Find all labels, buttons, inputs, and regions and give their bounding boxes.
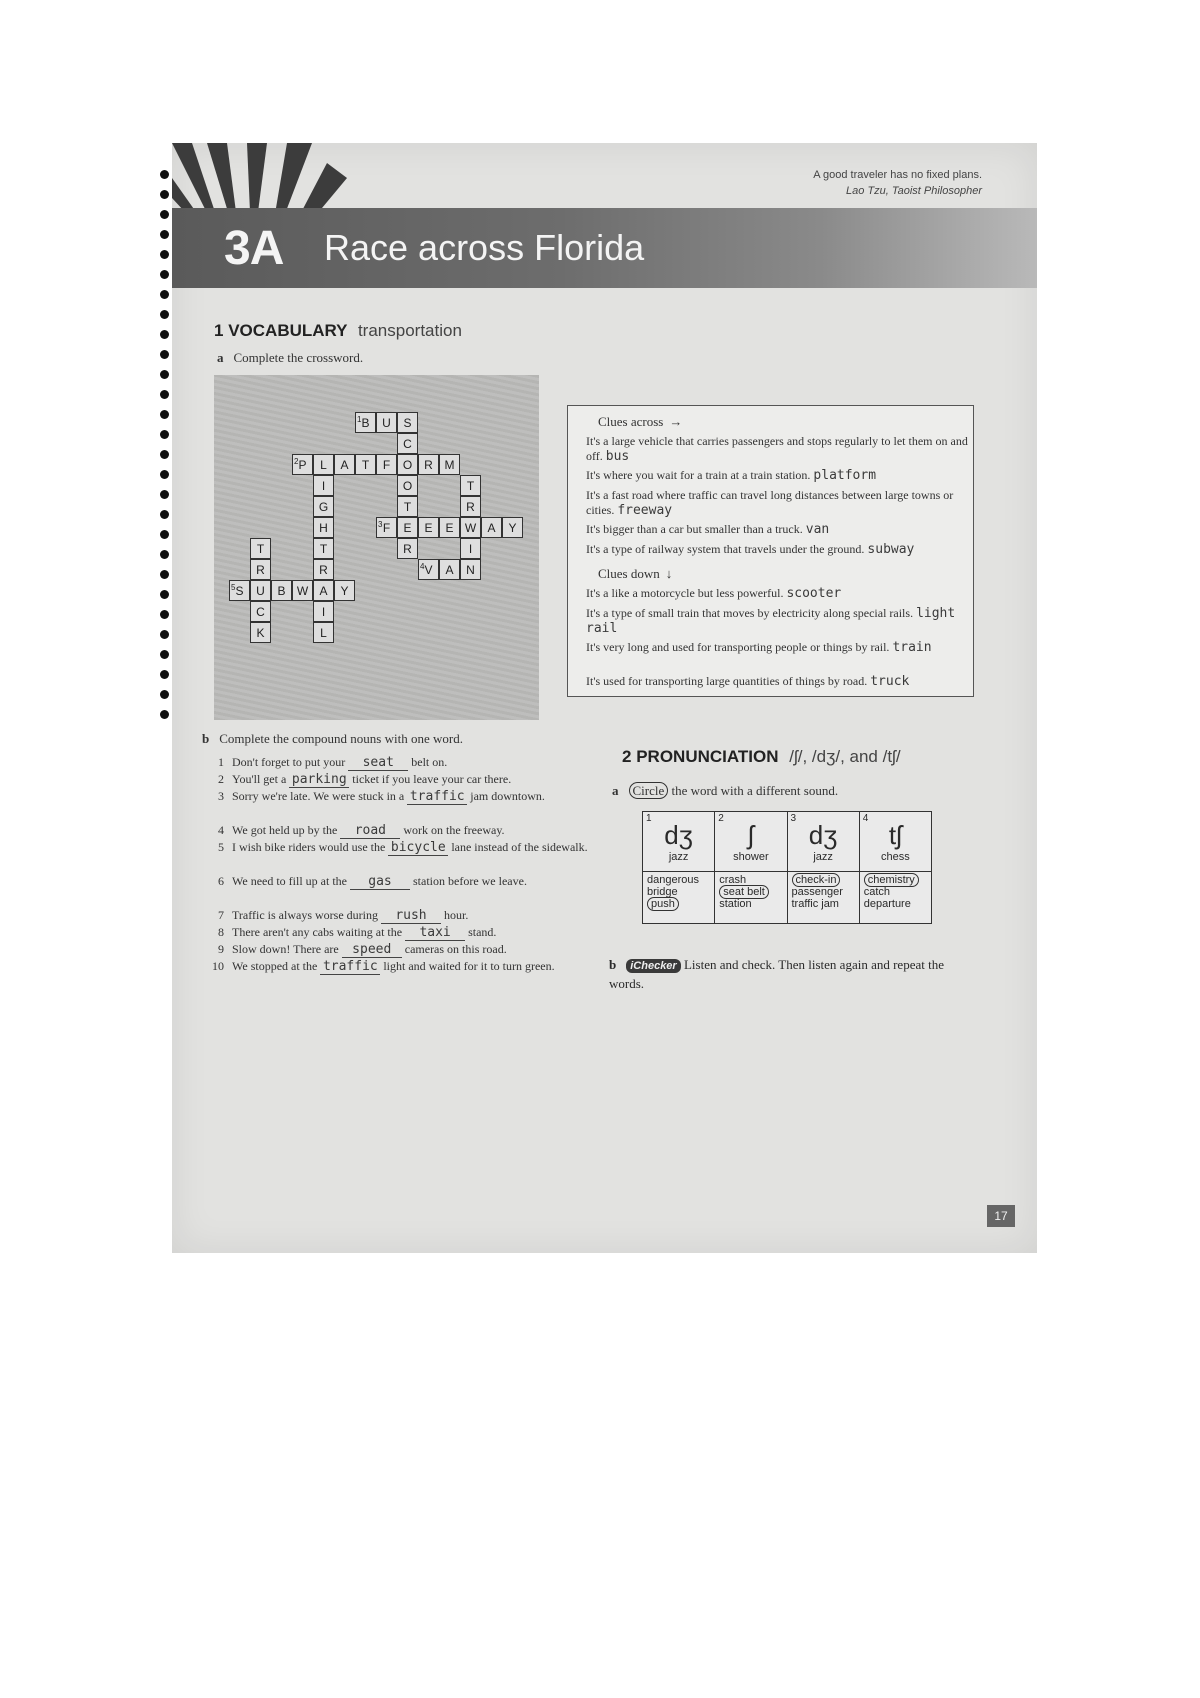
word-choice-cell [643,872,715,924]
arrow-down-icon: ↓ [665,566,673,581]
crossword-cell[interactable] [229,580,250,601]
unit-title: Race across Florida [324,227,645,268]
spiral-ring [160,690,169,699]
crossword-letter: M [444,458,455,472]
crossword-cell[interactable] [376,412,397,433]
crossword-letter: I [321,605,326,619]
item-text-before: We stopped at the [232,959,318,973]
crossword-letter: T [403,500,412,514]
pronunciation-table [642,811,932,924]
crossword-letter: E [403,521,412,535]
vocab-heading [214,321,462,341]
crossword-letter: V [424,563,433,577]
compound-item [202,789,592,805]
clue-text: It's a type of small train that moves by electricity along special rails. [586,606,914,620]
spiral-ring [160,430,169,439]
item-text-after: belt on. [411,755,448,769]
clue-down [586,674,971,689]
crossword-letter: A [340,458,349,472]
crossword-clue-number: 1 [357,415,362,424]
spiral-ring [160,350,169,359]
clue-answer-handwritten[interactable]: truck [870,674,910,689]
vocab-b-instruction [202,731,463,747]
item-text-after: jam downtown. [470,789,545,803]
clue-answer-handwritten[interactable]: van [805,522,830,537]
compound-item [202,772,592,788]
spiral-ring [160,330,169,339]
item-text-after: station before we leave. [413,874,527,888]
clue-down [586,640,971,655]
crossword-letter: C [403,437,412,451]
item-text-after: cameras on this road. [404,942,507,956]
crossword-cell[interactable] [397,412,418,433]
compound-item [202,874,592,890]
item-text-after: ticket if you leave your car there. [352,772,512,786]
item-text-before: We need to fill up at the [232,874,347,888]
crossword-letter: L [320,626,327,640]
pron-title: PRONUNCIATION [636,747,779,766]
clue-text: It's a like a motorcycle but less powerful. [586,586,784,600]
item-number: 3 [218,789,224,803]
spiral-ring [160,290,169,299]
crossword-letter: O [402,458,413,472]
clue-across [586,522,971,537]
spiral-ring [160,250,169,259]
crossword-letter: I [321,479,326,493]
crossword-letter: F [382,521,391,535]
sound-cell [787,812,859,872]
item-answer-blank[interactable]: traffic [407,789,467,805]
crossword-cell[interactable] [250,559,271,580]
item-text-before: I wish bike riders would use the [232,840,386,854]
compound-item [202,823,592,839]
crossword-letter: Y [508,521,517,535]
item-text-before: Sorry we're late. We were stuck in a [232,789,405,803]
item-number: 1 [218,755,224,769]
spiral-ring [160,610,169,619]
item-answer-blank[interactable]: bicycle [388,840,448,856]
crossword-letter: S [403,416,412,430]
sound-cell [643,812,715,872]
crossword-letter: K [256,626,265,640]
crossword-cell[interactable] [292,580,313,601]
crossword-letter: A [319,584,328,598]
crossword-letter: A [445,563,454,577]
clue-text: It's a fast road where traffic can travel long distances between large towns or cities. [586,488,954,517]
crossword-letter: R [424,458,433,472]
clue-answer-handwritten[interactable]: subway [867,542,915,557]
word-choice[interactable]: departure [863,898,911,910]
clue-down [586,586,971,601]
item-number: 6 [218,874,224,888]
compound-item [202,840,592,856]
crossword-cell[interactable] [334,580,355,601]
spiral-ring [160,410,169,419]
crossword-letter: R [466,500,475,514]
spiral-ring [160,510,169,519]
clue-text: It's used for transporting large quantities of things by road. [586,674,868,688]
clue-across [586,434,971,464]
sound-number: 3 [790,813,797,824]
clue-down [586,606,971,636]
word-choice[interactable]: seat belt [719,885,769,899]
word-choice-cell [715,872,787,924]
workbook-page [172,143,1037,1253]
pron-b-instruction [609,956,949,992]
compound-item [202,908,592,924]
pron-b-letter: b [609,957,617,972]
clue-answer-handwritten[interactable]: bus [605,449,630,464]
spiral-ring [160,390,169,399]
sound-cell [715,812,787,872]
crossword-cell[interactable] [418,454,439,475]
spiral-ring [160,190,169,199]
item-answer-blank[interactable]: traffic [320,959,380,975]
crossword-letter: U [256,584,265,598]
spiral-ring [160,450,169,459]
clue-text: It's very long and used for transporting people or things by rail. [586,640,890,654]
item-text-before: You'll get a [232,772,287,786]
item-text-after: stand. [468,925,497,939]
item-answer-blank[interactable]: parking [289,772,349,788]
sound-number: 2 [718,813,724,824]
crossword-letter: Y [340,584,349,598]
crossword-cell[interactable] [313,601,334,622]
clues-down-label: Clues down [598,566,660,581]
spiral-ring [160,590,169,599]
crossword-letter: N [466,563,475,577]
spiral-ring [160,670,169,679]
word-choice-cell [859,872,931,924]
word-choice[interactable]: push [647,897,679,911]
item-answer-blank[interactable]: seat [348,755,408,771]
crossword-letter: R [319,563,328,577]
item-number: 10 [212,959,224,973]
compound-item [202,925,592,941]
crossword-cell[interactable] [460,559,481,580]
clue-text: It's where you wait for a train at a train station. [586,468,811,482]
crossword-letter: R [256,563,265,577]
crossword-letter: B [277,584,286,598]
word-choice[interactable]: bridge [647,886,678,898]
word-choice[interactable]: chemistry [864,873,919,887]
crossword-cell[interactable] [250,622,271,643]
pron-b-text: Listen and check. Then listen again and repeat the words. [609,957,944,991]
crossword-cell[interactable] [397,475,418,496]
crossword-letter: I [468,542,473,556]
crossword-clue-number: 2 [294,457,299,466]
crossword-letter: C [256,605,265,619]
pron-subtitle: /ʃ/, /dʒ/, and /tʃ/ [789,747,901,766]
word-choice[interactable]: catch [863,886,891,898]
crossword-cell[interactable] [313,517,334,538]
phonetic-symbol: dʒ [808,820,838,850]
clue-across [586,542,971,557]
word-choice[interactable]: dangerous [647,874,699,886]
compound-item [202,959,592,975]
crossword-cell[interactable] [439,559,460,580]
crossword-letter: O [402,479,413,493]
spiral-ring [160,170,169,179]
vocab-b-text: Complete the compound nouns with one word. [219,731,463,746]
crossword-cell[interactable] [313,538,334,559]
sound-keyword: shower [733,851,769,863]
crossword-cell[interactable] [334,454,355,475]
clues-down-heading [598,566,672,582]
crossword-cell[interactable] [460,475,481,496]
clues-box [567,405,974,697]
crossword-clue-number: 3 [378,520,383,529]
spiral-ring [160,270,169,279]
vocab-a-text: Complete the crossword. [233,350,364,365]
crossword-cell[interactable] [397,496,418,517]
crossword-letter: E [445,521,454,535]
item-number: 5 [218,840,224,854]
crossword-cell[interactable] [292,454,313,475]
item-text-after: lane instead of the sidewalk. [451,840,588,854]
crossword-cell[interactable] [439,454,460,475]
crossword-cell[interactable] [502,517,523,538]
item-answer-blank[interactable]: rush [381,908,441,924]
pron-a-letter: a [612,783,619,798]
arrow-right-icon: → [669,414,683,429]
spiral-ring [160,490,169,499]
item-number: 8 [218,925,224,939]
spiral-ring [160,470,169,479]
crossword-letter: P [298,458,307,472]
crossword-cell[interactable] [355,412,376,433]
clue-across [586,468,971,483]
crossword-cell[interactable] [313,622,334,643]
crossword-letter: T [319,542,328,556]
crossword-cell[interactable] [397,538,418,559]
ichecker-badge: iChecker [626,959,680,973]
spiral-ring [160,370,169,379]
word-choice[interactable]: passenger [791,886,843,898]
crossword-cell[interactable] [271,580,292,601]
word-choice[interactable]: check-in [792,873,841,887]
item-number: 7 [218,908,224,922]
compound-item [202,942,592,958]
spiral-ring [160,550,169,559]
item-number: 4 [218,823,224,837]
vocab-a-instruction [217,350,363,366]
crossword-cell[interactable] [355,454,376,475]
crossword-letter: F [382,458,391,472]
page-number: 17 [987,1205,1015,1227]
clues-across-heading [598,414,682,430]
crossword-cell[interactable] [418,517,439,538]
compound-item [202,755,592,771]
crossword-cell[interactable] [481,517,502,538]
item-text-before: There aren't any cabs waiting at the [232,925,403,939]
crossword-letter: U [382,416,391,430]
clue-text: It's a type of railway system that travels under the ground. [586,542,865,556]
clue-answer-handwritten[interactable]: light rail [586,606,956,636]
crossword-cell[interactable] [439,517,460,538]
spiral-ring [160,310,169,319]
crossword-cell[interactable] [250,601,271,622]
item-text-after: work on the freeway. [403,823,505,837]
spiral-ring [160,710,169,719]
item-number: 2 [218,772,224,786]
item-text-before: We got held up by the [232,823,338,837]
crossword-cell[interactable] [460,517,481,538]
crossword-cell[interactable] [313,580,334,601]
sound-cell [859,812,931,872]
item-answer-blank[interactable]: road [340,823,400,839]
crossword-clue-number: 5 [231,583,236,592]
spiral-ring [160,530,169,539]
phonetic-symbol: dʒ [664,820,693,850]
quote-block [813,167,982,199]
crossword-letter: H [319,521,328,535]
pron-a-text: the word with a different sound. [671,783,839,798]
item-text-after: hour. [443,908,469,922]
clue-text: It's bigger than a car but smaller than a truck. [586,522,803,536]
sound-keyword: jazz [813,851,833,863]
sound-keyword: jazz [668,851,689,863]
clue-answer-handwritten[interactable]: platform [813,468,877,483]
clue-answer-handwritten[interactable]: freeway [617,503,673,518]
clue-answer-handwritten[interactable]: scooter [786,586,842,601]
circle-word: Circle [629,782,669,799]
crossword-cell[interactable] [313,454,334,475]
clue-across [586,488,971,518]
clues-across-label: Clues across [598,414,664,429]
sound-number: 4 [862,813,869,824]
crossword-area [214,375,539,720]
crossword-cell[interactable] [313,559,334,580]
sound-number: 1 [646,813,652,824]
crossword-cell[interactable] [376,454,397,475]
item-text-before: Don't forget to put your [232,755,346,769]
crossword-letter: A [487,521,496,535]
clue-answer-handwritten[interactable]: train [892,640,932,655]
spiral-ring [160,570,169,579]
crossword-cell[interactable] [376,517,397,538]
spiral-ring [160,650,169,659]
vocab-subtitle: transportation [357,321,462,340]
crossword-letter: S [235,584,244,598]
crossword-letter: B [361,416,370,430]
item-text-after: light and waited for it to turn green. [383,959,555,973]
vocab-number: 1 [214,321,224,340]
crossword-cell[interactable] [397,433,418,454]
word-choice[interactable]: station [719,898,752,910]
spiral-ring [160,630,169,639]
crossword-cell[interactable] [250,580,271,601]
quote-author: Lao Tzu, Taoist Philosopher [846,185,982,197]
item-number: 9 [218,942,224,956]
quote-text: A good traveler has no fixed plans. [813,169,982,181]
crossword-letter: E [424,521,433,535]
crossword-clue-number: 4 [420,562,425,571]
item-answer-blank[interactable]: taxi [405,925,465,941]
word-choice-cell [787,872,859,924]
item-answer-blank[interactable]: gas [350,874,410,890]
vocab-b-letter: b [202,731,210,746]
crossword-letter: T [361,458,370,472]
crossword-letter: W [296,584,309,598]
phonetic-symbol: tʃ [888,820,902,850]
crossword-letter: G [318,500,329,514]
crossword-letter: T [256,542,265,556]
crossword-cell[interactable] [418,559,439,580]
crossword-cell[interactable] [460,496,481,517]
crossword-letter: R [403,542,412,556]
pron-heading [622,747,901,767]
item-answer-blank[interactable]: speed [342,942,402,958]
item-text-before: Traffic is always worse during [232,908,378,922]
crossword-cell[interactable] [313,496,334,517]
spiral-ring [160,230,169,239]
sound-keyword: chess [881,851,910,863]
unit-number: 3A [224,222,284,275]
crossword-cell[interactable] [397,517,418,538]
crossword-letter: W [464,521,477,535]
pron-a-instruction [612,783,838,799]
item-text-before: Slow down! There are [232,942,339,956]
spiral-ring [160,210,169,219]
pron-number: 2 [622,747,632,766]
crossword-letter: L [320,458,327,472]
vocab-a-letter: a [217,350,224,365]
word-choice[interactable]: traffic jam [791,898,839,910]
clue-text: It's a large vehicle that carries passengers and stops regularly to let them on and off. [586,434,968,463]
crossword-cell[interactable] [313,475,334,496]
vocab-title: VOCABULARY [228,321,348,340]
word-choice[interactable]: crash [719,874,747,886]
crossword-letter: T [466,479,475,493]
crossword-cell[interactable] [397,454,418,475]
phonetic-symbol: ʃ [747,820,754,850]
crossword-cell[interactable] [460,538,481,559]
crossword-cell[interactable] [250,538,271,559]
